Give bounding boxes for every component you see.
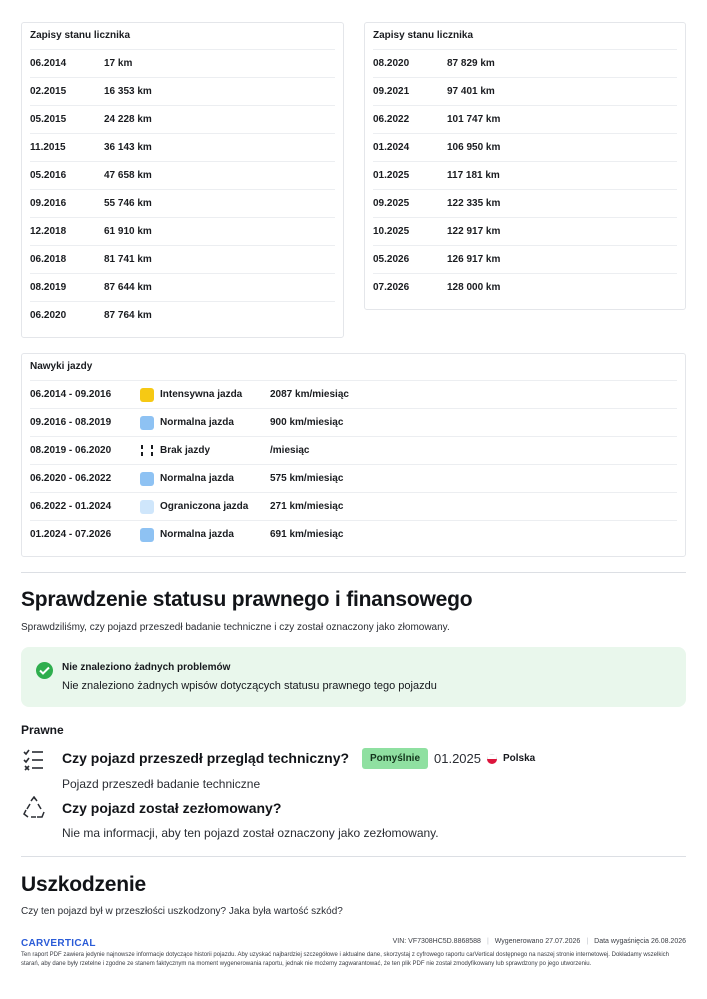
odometer-reading: 87 764 km — [104, 310, 152, 321]
habit-period: 08.2019 - 06.2020 — [30, 445, 112, 456]
odometer-date: 06.2018 — [30, 254, 67, 265]
habit-row — [30, 464, 677, 492]
habit-rate: /miesiąc — [270, 445, 310, 456]
odometer-rows — [365, 49, 685, 301]
odometer-date: 06.2014 — [30, 58, 67, 69]
odometer-date: 12.2018 — [30, 226, 67, 237]
odometer-reading: 122 917 km — [447, 226, 501, 237]
driving-habits-card — [21, 353, 686, 557]
odometer-reading: 97 401 km — [447, 86, 495, 97]
odometer-reading: 101 747 km — [447, 114, 501, 125]
odometer-date: 05.2016 — [30, 170, 67, 181]
habit-period: 06.2014 - 09.2016 — [30, 389, 112, 400]
odometer-row — [30, 161, 335, 189]
damage-subtitle: Czy ten pojazd był w przeszłości uszkodzony? Jaka była wartość szkód? — [21, 906, 343, 917]
banner-text: Nie znaleziono żadnych wpisów dotyczących statusu prawnego tego pojazdu — [62, 680, 437, 692]
odometer-row — [373, 77, 677, 105]
odometer-row — [30, 77, 335, 105]
habit-row — [30, 492, 677, 520]
check-circle-icon — [36, 662, 53, 679]
carvertical-logo: CARVERTICAL — [21, 938, 96, 949]
odometer-row — [30, 133, 335, 161]
habit-color-swatch — [140, 528, 154, 542]
habit-label: Intensywna jazda — [160, 389, 243, 400]
odometer-date: 09.2025 — [373, 198, 410, 209]
card-title: Zapisy stanu licznika — [373, 30, 474, 41]
odometer-row — [373, 189, 677, 217]
odometer-date: 09.2016 — [30, 198, 67, 209]
odometer-date: 01.2025 — [373, 170, 410, 181]
odometer-reading: 17 km — [104, 58, 133, 69]
odometer-row — [30, 301, 335, 329]
inspection-answer: Pojazd przeszedł badanie techniczne — [62, 777, 261, 791]
section-divider — [21, 856, 686, 857]
footer-separator: | — [586, 938, 589, 945]
odometer-row — [373, 217, 677, 245]
scrapped-answer: Nie ma informacji, aby ten pojazd został oznaczony jako zezłomowany. — [62, 826, 439, 840]
habit-rate: 271 km/miesiąc — [270, 501, 344, 512]
odometer-row — [30, 245, 335, 273]
odometer-date: 06.2020 — [30, 310, 67, 321]
odometer-date: 09.2021 — [373, 86, 410, 97]
odometer-row — [373, 273, 677, 301]
habit-rows — [22, 380, 685, 548]
damage-heading: Uszkodzenie — [21, 873, 146, 896]
inspection-status-badge: Pomyślnie — [362, 748, 428, 769]
section-divider — [21, 572, 686, 573]
odometer-reading: 36 143 km — [104, 142, 152, 153]
habit-period: 06.2022 - 01.2024 — [30, 501, 112, 512]
habit-rate: 575 km/miesiąc — [270, 473, 344, 484]
footer-vin: VIN: VF7308HC5D.8868588 — [392, 938, 481, 945]
habit-period: 06.2020 - 06.2022 — [30, 473, 112, 484]
inspection-country: Polska — [503, 753, 536, 764]
legal-section-label: Prawne — [21, 723, 64, 737]
habit-label: Normalna jazda — [160, 417, 234, 428]
odometer-reading: 126 917 km — [447, 254, 501, 265]
odometer-reading: 122 335 km — [447, 198, 501, 209]
habit-period: 01.2024 - 07.2026 — [30, 529, 112, 540]
odometer-row — [30, 273, 335, 301]
inspection-question: Czy pojazd przeszedł przegląd techniczny? — [62, 750, 350, 766]
odometer-reading: 55 746 km — [104, 198, 152, 209]
odometer-reading: 117 181 km — [447, 170, 500, 181]
recycle-icon — [22, 796, 46, 825]
poland-flag-icon — [487, 754, 497, 764]
no-driving-icon — [140, 444, 154, 458]
card-title: Nawyki jazdy — [30, 361, 93, 372]
odometer-row — [30, 49, 335, 77]
habit-rate: 2087 km/miesiąc — [270, 389, 349, 400]
odometer-row — [373, 161, 677, 189]
legal-status-heading: Sprawdzenie statusu prawnego i finansowego — [21, 588, 473, 611]
habit-rate: 900 km/miesiąc — [270, 417, 344, 428]
odometer-reading: 24 228 km — [104, 114, 152, 125]
habit-row — [30, 408, 677, 436]
odometer-reading: 106 950 km — [447, 142, 501, 153]
odometer-rows — [22, 49, 343, 329]
no-problems-banner — [21, 647, 686, 707]
banner-title: Nie znaleziono żadnych problemów — [62, 662, 231, 673]
habit-label: Ograniczona jazda — [160, 501, 249, 512]
habit-row — [30, 520, 677, 548]
odometer-reading: 47 658 km — [104, 170, 152, 181]
odometer-reading: 61 910 km — [104, 226, 152, 237]
habit-period: 09.2016 - 08.2019 — [30, 417, 112, 428]
odometer-row — [373, 245, 677, 273]
habit-color-swatch — [140, 500, 154, 514]
odometer-date: 10.2025 — [373, 226, 410, 237]
odometer-reading: 16 353 km — [104, 86, 152, 97]
odometer-row — [30, 189, 335, 217]
odometer-row — [30, 105, 335, 133]
checklist-icon — [22, 747, 46, 776]
odometer-reading: 81 741 km — [104, 254, 152, 265]
odometer-row — [373, 133, 677, 161]
habit-color-swatch — [140, 416, 154, 430]
legal-status-subtitle: Sprawdziliśmy, czy pojazd przeszedł badanie techniczne i czy został oznaczony jako złomowany. — [21, 622, 450, 633]
footer-expires: Data wygaśnięcia 26.08.2026 — [594, 938, 686, 945]
odometer-date: 01.2024 — [373, 142, 410, 153]
odometer-date: 07.2026 — [373, 282, 410, 293]
habit-rate: 691 km/miesiąc — [270, 529, 344, 540]
footer-separator: | — [486, 938, 489, 945]
odometer-date: 08.2019 — [30, 282, 67, 293]
footer-meta — [393, 938, 686, 945]
odometer-reading: 128 000 km — [447, 282, 501, 293]
odometer-date: 02.2015 — [30, 86, 67, 97]
habit-label: Normalna jazda — [160, 473, 234, 484]
odometer-reading: 87 829 km — [447, 58, 495, 69]
odometer-row — [373, 105, 677, 133]
habit-color-swatch — [140, 472, 154, 486]
habit-row — [30, 380, 677, 408]
odometer-row — [373, 49, 677, 77]
footer-generated: Wygenerowano 27.07.2026 — [494, 938, 581, 945]
odometer-reading: 87 644 km — [104, 282, 152, 293]
habit-label: Brak jazdy — [160, 445, 211, 456]
card-title: Zapisy stanu licznika — [30, 30, 131, 41]
footer-disclaimer: Ten raport PDF zawiera jedynie najnowsze informacje dotyczące historii pojazdu. Aby uzyskać najbardziej szczegółowe i aktualne dane, skorzystaj z cyfrowego raportu carVertical dostępnego na naszej stronie internetowej. Dokładamy wszelkich starań, aby dane były rzetelne i zgodne ze stanem faktycznym na moment wygenerowania raportu, jednak nie możemy zagwarantować, że ten plik PDF nie został zmodyfikowany lub sprawdzony po jego utworzeniu. — [21, 952, 669, 967]
odometer-records-card-continued — [364, 22, 686, 310]
scrapped-question: Czy pojazd został zezłomowany? — [62, 800, 282, 816]
odometer-records-card — [21, 22, 344, 338]
odometer-row — [30, 217, 335, 245]
odometer-date: 11.2015 — [30, 142, 66, 153]
inspection-date: 01.2025 — [434, 751, 481, 766]
odometer-date: 05.2015 — [30, 114, 67, 125]
odometer-date: 05.2026 — [373, 254, 410, 265]
habit-color-swatch — [140, 388, 154, 402]
odometer-date: 06.2022 — [373, 114, 410, 125]
habit-label: Normalna jazda — [160, 529, 234, 540]
odometer-date: 08.2020 — [373, 58, 410, 69]
habit-row — [30, 436, 677, 464]
